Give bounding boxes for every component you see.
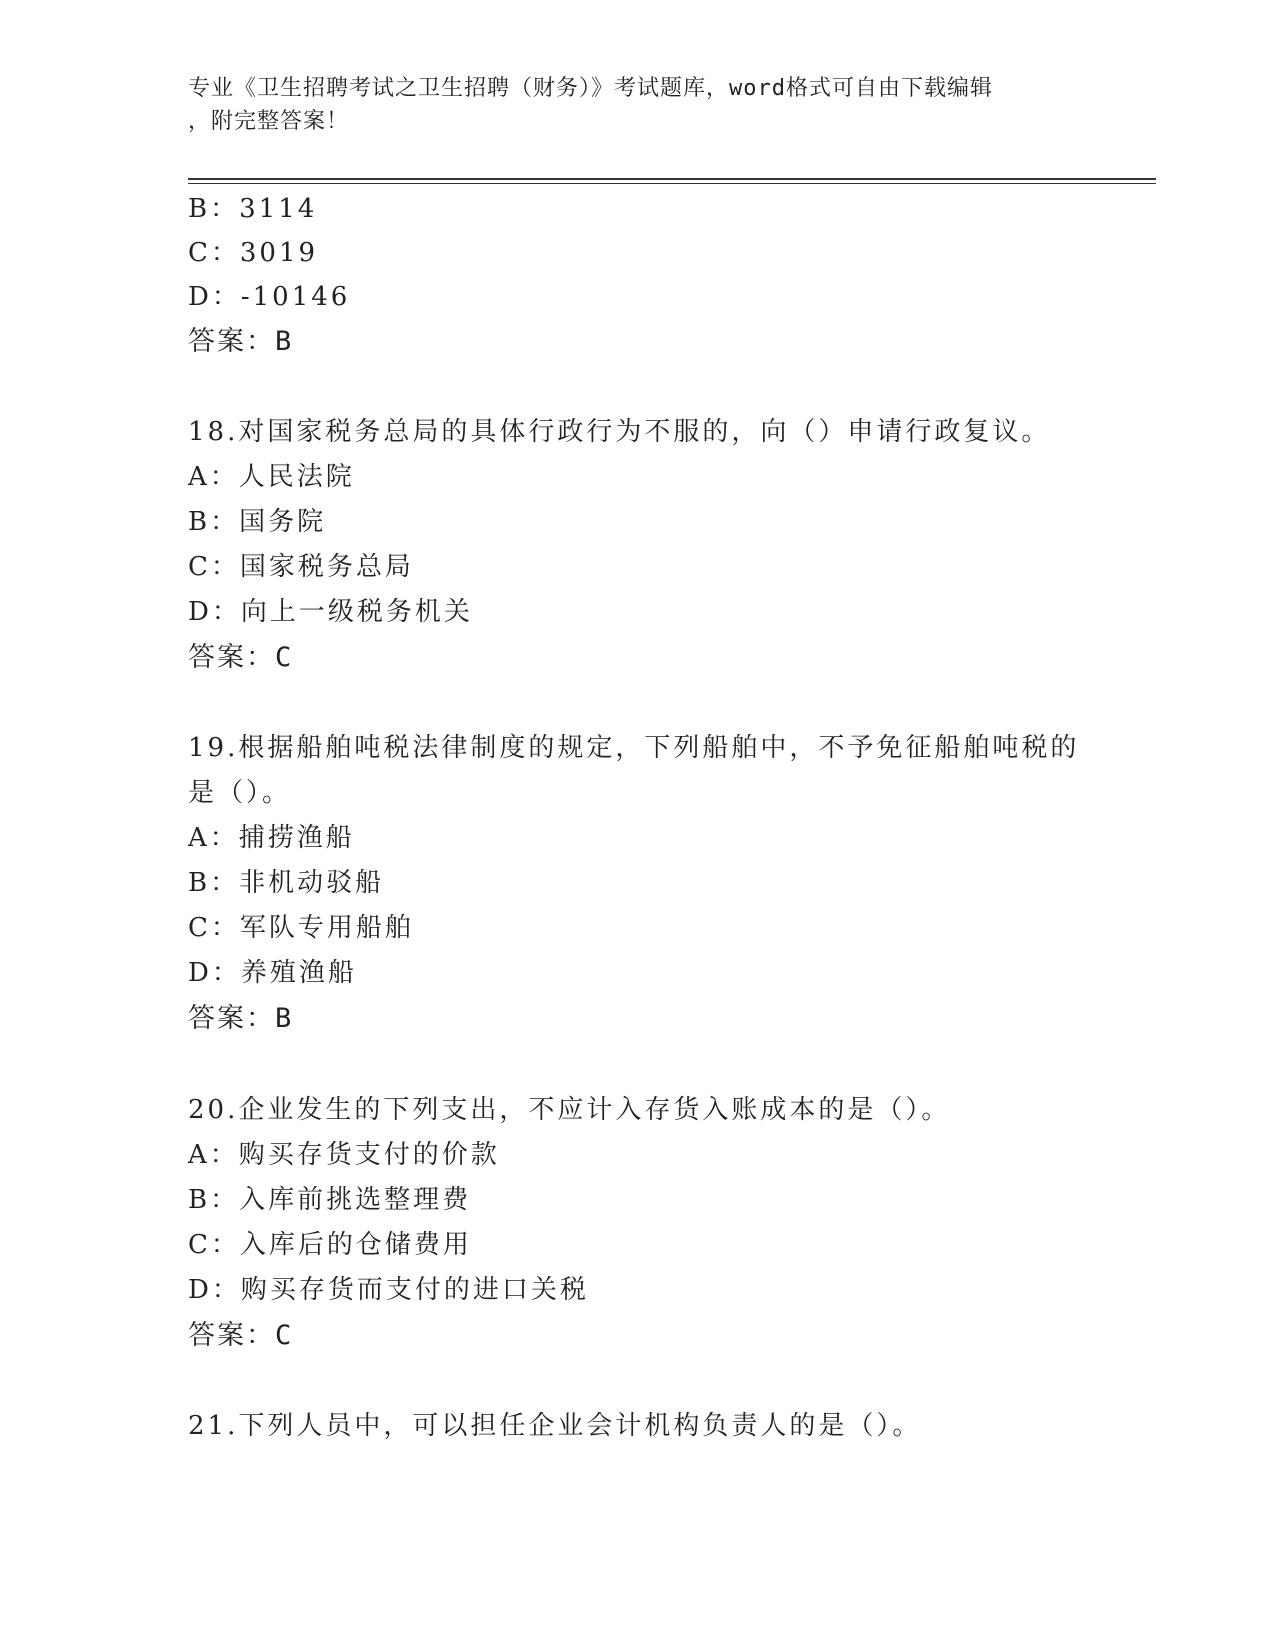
q18-option-c: C：国家税务总局: [188, 552, 414, 582]
q21-question: 21.下列人员中，可以担任企业会计机构负责人的是（）。: [188, 1411, 922, 1441]
q20-option-a: A：购买存货支付的价款: [188, 1140, 500, 1170]
q18-answer: 答案：C: [188, 642, 294, 673]
q20-option-d: D：购买存货而支付的进口关税: [188, 1275, 589, 1305]
q19-option-b: B：非机动驳船: [188, 868, 385, 898]
q19-question-line-1: 19.根据船舶吨税法律制度的规定，下列船舶中，不予免征船舶吨税的: [188, 733, 1080, 763]
q19-option-c: C：军队专用船舶: [188, 913, 414, 943]
q20-answer: 答案：C: [188, 1320, 294, 1351]
q18-option-b: B：国务院: [188, 507, 327, 537]
q18-question: 18.对国家税务总局的具体行政行为不服的，向（）申请行政复议。: [188, 417, 1051, 447]
q19-question-line-2: 是（）。: [188, 778, 292, 808]
q18-option-a: A：人民法院: [188, 462, 355, 492]
q17-option-b: B：3114: [188, 194, 318, 224]
q18-option-d: D：向上一级税务机关: [188, 597, 473, 627]
q20-question: 20.企业发生的下列支出，不应计入存货入账成本的是（）。: [188, 1095, 951, 1125]
q17-option-d: D：-10146: [188, 282, 351, 312]
header-divider-thin: [188, 183, 1156, 184]
q19-option-a: A：捕捞渔船: [188, 823, 355, 853]
q20-option-b: B：入库前挑选整理费: [188, 1185, 472, 1215]
header-line-2: ，附完整答案！: [188, 109, 350, 134]
q19-answer: 答案：B: [188, 1003, 294, 1034]
header-divider-thick: [188, 178, 1156, 180]
q17-answer: 答案：B: [188, 326, 294, 357]
q20-option-c: C：入库后的仓储费用: [188, 1230, 472, 1260]
header-line-1: 专业《卫生招聘考试之卫生招聘（财务）》考试题库，word格式可自由下载编辑: [188, 76, 993, 101]
q17-option-c: C：3019: [188, 238, 319, 268]
document-header: [188, 72, 1088, 138]
q19-option-d: D：养殖渔船: [188, 958, 357, 988]
